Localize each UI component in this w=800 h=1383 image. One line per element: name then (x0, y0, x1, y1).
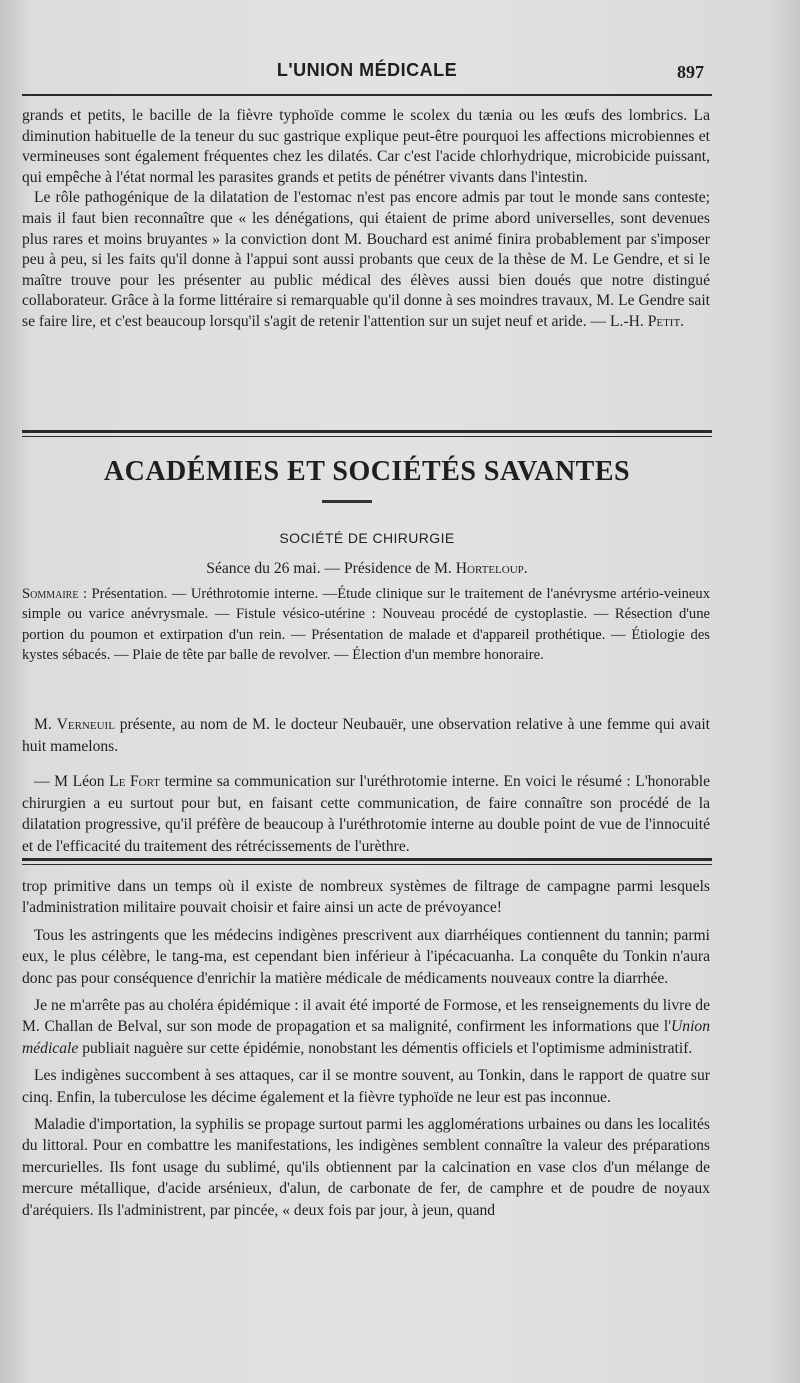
feuilleton-paragraph-2: Tous les astringents que les médecins indigènes prescrivent aux diarrhéiques contiennent du tannin; parmi eux, le plus célèbre, le tang-ma, est cependant bien inférieur à l'ipécacuanha. La conquête du Tonkin n'aura donc pas pour conséquence d'enrichir la matière médicale de médicaments nouveaux contre la diarrhée. (22, 926, 710, 987)
p1-prefix: M. (34, 716, 57, 733)
feuilleton-paragraph-4: Les indigènes succombent à ses attaques, car il se montre souvent, au Tonkin, dans le rapport de quatre sur cinq. Enfin, la tuberculose les décime également et la fièvre typhoïde ne leur est pas inconnue. (22, 1067, 710, 1106)
section-rule-thick (22, 430, 712, 433)
feuilleton-text (22, 876, 710, 1221)
journal-name-italic: Union médicale (22, 1018, 710, 1057)
feuilleton-paragraph-1: trop primitive dans un temps où il existe de nombreux systèmes de filtrage de campagne parmi lesquels l'administration militaire pouvait choisir et faire ainsi un acte de prévoyance! (22, 878, 710, 917)
title-underline (322, 500, 372, 503)
intro-text (22, 106, 710, 333)
president-name: Horteloup. (455, 560, 528, 577)
proceedings-text (22, 714, 710, 858)
journal-title: L'UNION MÉDICALE (276, 60, 458, 80)
session-summary (22, 584, 710, 666)
proceedings-paragraph-2 (22, 771, 710, 857)
page-header (22, 60, 712, 88)
summary-label: Sommaire (22, 586, 79, 602)
feuilleton-rule-thick (22, 858, 712, 861)
feuilleton-paragraph-5: Maladie d'importation, la syphilis se propage surtout parmi les agglomérations urbaines ou dans les localités du littoral. Pour en combattre les manifestations, les indigènes semblent connaître la valeur des préparations mercurielles. Ils font usage du sublimé, qu'ils obtiennent par la calcination en vase clos d'un mélange de mercure métallique, d'acide arsénieux, d'alun, de carbonate de fer, de camphre et de poudre de noyaux d'aréquiers. Ils l'administrent, par pincée, « deux fois par jour, à jeun, quand (22, 1116, 710, 1219)
feuilleton-paragraph-3 (22, 995, 710, 1059)
p3-text-before: Je ne m'arrête pas au choléra épidémique : il avait été importé de Formose, et les renseignements du livre de M. Challan de Belval, sur son mode de propagation et sa malignité, confirment les informations que l' (22, 997, 710, 1036)
summary-text: : Présentation. — Uréthrotomie interne. —Étude clinique sur le traitement de l'anévrysme artério-veineux simple ou varice anévrysmale. — Fistule vésico-utérine : Nouveau procédé de cystoplastie. — Résection d'une portion du poumon et extirpation d'un rein. — Présentation de malade et d'appareil prothétique. — Étiologie des kystes sébacés. — Plaie de tête par balle de revolver. — Élection d'un membre honoraire. (22, 586, 710, 664)
p3-text-after: publiait naguère sur cette épidémie, nonobstant les démentis officiels et l'optimisme administratif. (78, 1039, 693, 1057)
page-number: 897 (677, 62, 704, 82)
seance-line (22, 560, 712, 578)
article-signature: L.-H. Petit. (610, 312, 685, 330)
intro-paragraph-2 (22, 188, 710, 332)
intro-paragraph-2-text: Le rôle pathogénique de la dilatation de l'estomac n'est pas encore admis par tout le monde sans conteste; mais il faut bien reconnaître que « les dénégations, qui étaient de prime abord universelles, sont devenues plus rares et moins bruyantes » la conviction dont M. Bouchard est animé finira probablement par s'imposer peu à peu, si les faits qu'il donne à l'appui sont aussi probants que ceux de la thèse de M. Le Gendre, et si le maître trouve pour les présenter au public médical des élèves aussi bien doués que notre distingué collaborateur. Grâce à la forme littéraire si remarquable qu'il donne à ses moindres travaux, M. Le Gendre sait se faire lire, et c'est beaucoup lorsqu'il s'agit de retenir l'attention sur un sujet neuf et aride. — (22, 189, 710, 330)
p2-text: termine sa communication sur l'uréthrotomie interne. En voici le résumé : L'honorable chirurgien a eu surtout pour but, en faisant cette communication, de faire connaître son procédé de la dilatation progressive, qu'il préfère de beaucoup à l'uréthrotomie interne au double point de vue de l'innocuité et de l'efficacité du traitement des rétrécissements de l'urèthre. (22, 773, 710, 855)
feuilleton-rule-thin (22, 864, 712, 865)
speaker-verneuil: Verneuil (56, 716, 115, 733)
p2-prefix: — M Léon (34, 773, 110, 791)
section-rule-thin (22, 436, 712, 437)
seance-text: Séance du 26 mai. — Présidence de M. (206, 560, 456, 577)
speaker-le-fort: Le Fort (109, 773, 160, 791)
header-rule (22, 94, 712, 96)
p1-text: présente, au nom de M. le docteur Neubauër, une observation relative à une femme qui avait huit mamelons. (22, 716, 710, 755)
proceedings-paragraph-1 (22, 714, 710, 757)
society-name: SOCIÉTÉ DE CHIRURGIE (279, 530, 455, 546)
section-title: ACADÉMIES ET SOCIÉTÉS SAVANTES (103, 456, 631, 487)
intro-paragraph-1: grands et petits, le bacille de la fièvre typhoïde comme le scolex du tænia ou les œufs des lombrics. La diminution habituelle de la teneur du suc gastrique explique peut-être pourquoi les affections microbiennes et vermineuses sont également fréquentes chez les dilatés. Car c'est l'acide chlorhydrique, microbicide puissant, qui empêche à l'état normal les parasites grands et petits de pénétrer vivants dans l'intestin. (22, 107, 710, 186)
